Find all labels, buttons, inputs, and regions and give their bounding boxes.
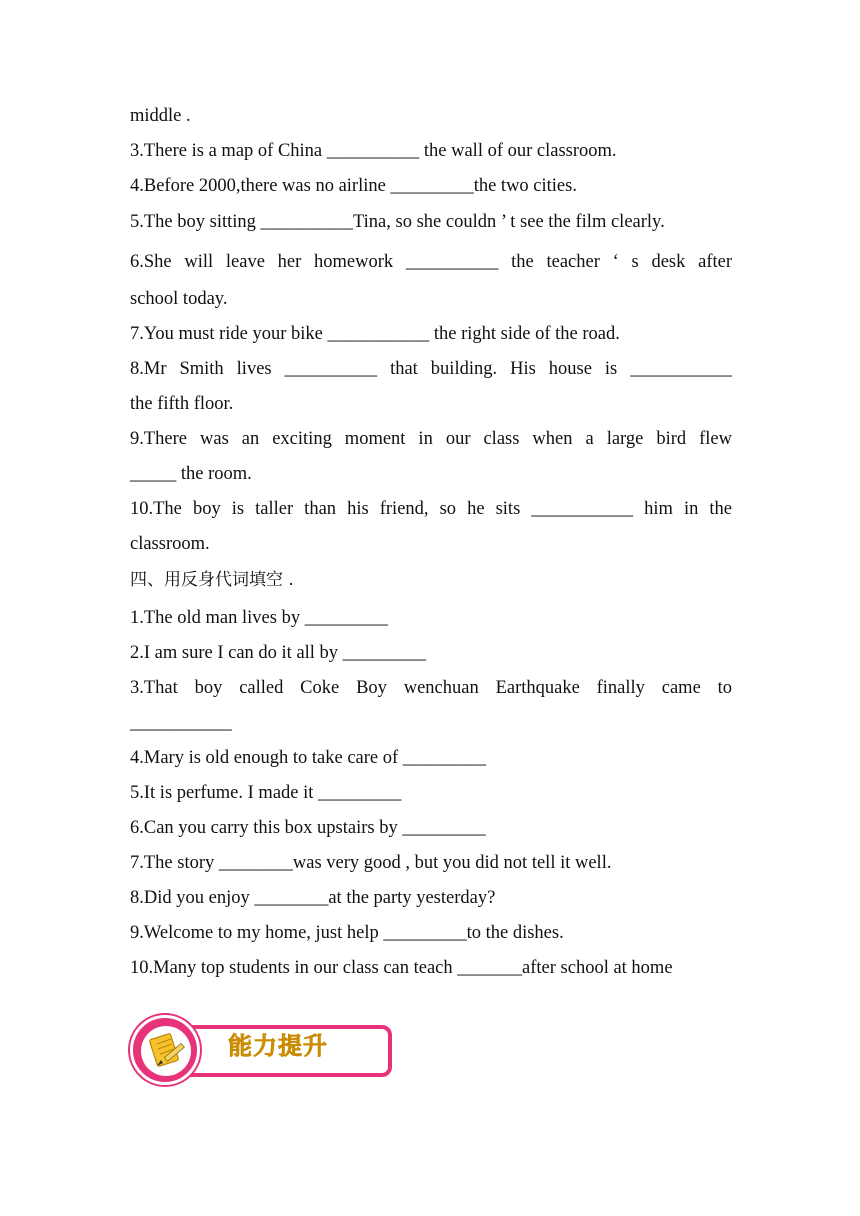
reflexive-exercise-10: 10.Many top students in our class can teach _______after school at home — [130, 958, 673, 978]
section-heading: 四、用反身代词填空 . — [130, 570, 294, 590]
exercise-7-line: 7.You must ride your bike ___________ the right side of the road. — [130, 324, 620, 344]
exercise-8-continuation: the fifth floor. — [130, 394, 234, 414]
notebook-pencil-icon — [141, 1026, 191, 1076]
reflexive-exercise-4: 4.Mary is old enough to take care of _________ — [130, 748, 487, 768]
exercise-9-continuation: _____ the room. — [130, 464, 252, 484]
exercise-10-line: 10.The boy is taller than his friend, so he sits ___________ him in the — [130, 499, 732, 519]
exercise-3-line: 3.There is a map of China __________ the wall of our classroom. — [130, 141, 617, 161]
exercise-9-line: 9.There was an exciting moment in our class when a large bird flew — [130, 429, 732, 449]
text-line-middle: middle . — [130, 106, 191, 126]
exercise-6-continuation: school today. — [130, 289, 228, 309]
banner-badge — [130, 1015, 200, 1085]
exercise-10-continuation: classroom. — [130, 534, 210, 554]
exercise-8-line: 8.Mr Smith lives __________ that building. His house is ___________ — [130, 359, 732, 379]
reflexive-exercise-3: 3.That boy called Coke Boy wenchuan Earthquake finally came to — [130, 678, 732, 698]
reflexive-exercise-5: 5.It is perfume. I made it _________ — [130, 783, 402, 803]
reflexive-exercise-1: 1.The old man lives by _________ — [130, 608, 388, 628]
exercise-6-line: 6.She will leave her homework __________ the teacher ‘ s desk after — [130, 252, 732, 272]
reflexive-exercise-6: 6.Can you carry this box upstairs by _________ — [130, 818, 486, 838]
exercise-5-line: 5.The boy sitting __________Tina, so she couldn ’ t see the film clearly. — [130, 212, 665, 232]
section-banner — [128, 1013, 390, 1085]
reflexive-exercise-8: 8.Did you enjoy ________at the party yesterday? — [130, 888, 496, 908]
banner-title: 能力提升 — [228, 1032, 328, 1060]
reflexive-exercise-3-blank: ___________ — [130, 713, 232, 733]
reflexive-exercise-9: 9.Welcome to my home, just help _________to the dishes. — [130, 923, 564, 943]
exercise-4-line: 4.Before 2000,there was no airline _________the two cities. — [130, 176, 577, 196]
reflexive-exercise-2: 2.I am sure I can do it all by _________ — [130, 643, 426, 663]
reflexive-exercise-7: 7.The story ________was very good , but you did not tell it well. — [130, 853, 612, 873]
